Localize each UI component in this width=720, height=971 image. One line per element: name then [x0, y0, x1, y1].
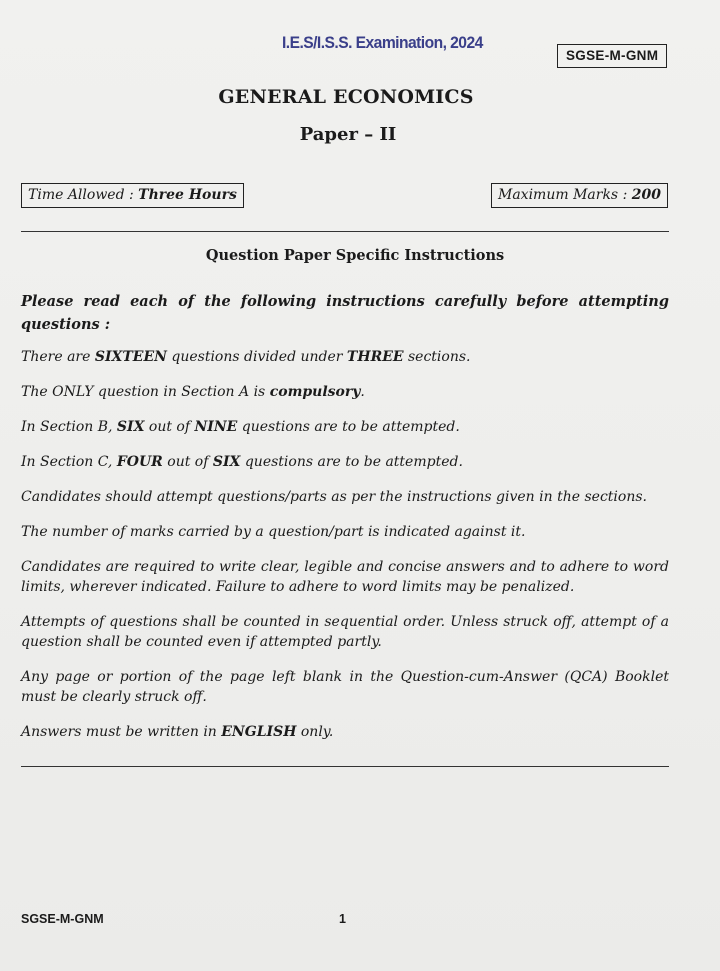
instruction-emphasis: SIX: [212, 454, 241, 470]
instruction-text: out of: [162, 454, 213, 470]
maximum-marks-value: 200: [631, 187, 661, 203]
subject-title: [0, 86, 720, 108]
footer-page-number: 1: [339, 912, 346, 926]
instruction-text: Candidates should attempt questions/parts as per the instructions given in the sections.: [21, 489, 647, 505]
instruction-item: [21, 722, 669, 742]
instruction-item: [21, 487, 669, 507]
subject-title-text: GENERAL ECONOMICS: [218, 86, 474, 108]
instruction-item: [21, 382, 669, 402]
instruction-emphasis: FOUR: [116, 454, 163, 470]
instructions-lead: Please read each of the following instructions carefully before attempting questions :: [21, 293, 669, 333]
instruction-item: [21, 667, 669, 707]
instruction-text: There are: [21, 349, 95, 365]
time-allowed-value: Three Hours: [138, 187, 237, 203]
instruction-emphasis: NINE: [194, 419, 238, 435]
divider-top: [21, 231, 669, 232]
instruction-text: .: [360, 384, 365, 400]
instruction-emphasis: ENGLISH: [221, 724, 297, 740]
instruction-text: The number of marks carried by a question/part is indicated against it.: [21, 524, 526, 540]
instruction-text: questions divided under: [166, 349, 347, 365]
instruction-item: [21, 452, 669, 472]
paper-title-text: Paper – II: [299, 124, 397, 145]
instruction-item: [21, 557, 669, 597]
instruction-text: Answers must be written in: [21, 724, 222, 740]
instruction-text: In Section B,: [21, 419, 117, 435]
paper-title: [0, 124, 720, 145]
instruction-emphasis: compulsory: [269, 384, 361, 400]
instruction-emphasis: SIX: [116, 419, 145, 435]
maximum-marks-label: Maximum Marks :: [498, 187, 632, 203]
instruction-emphasis: THREE: [346, 349, 404, 365]
instruction-text: Attempts of questions shall be counted in sequential order. Unless struck off, attempt of a question shall be counted even if attempted partly.: [21, 614, 669, 650]
instruction-text: out of: [144, 419, 195, 435]
time-allowed-box: [21, 183, 244, 208]
instruction-text: The ONLY question in Section A is: [21, 384, 270, 400]
maximum-marks-box: [491, 183, 668, 208]
instruction-item: [21, 417, 669, 437]
instructions-heading-text: Question Paper Specific Instructions: [205, 247, 505, 264]
instruction-text: Any page or portion of the page left blank in the Question-cum-Answer (QCA) Booklet must be clearly struck off.: [21, 669, 669, 705]
instruction-text: Candidates are required to write clear, legible and concise answers and to adhere to word limits, wherever indicated. Failure to adhere to word limits may be penalized.: [21, 559, 669, 595]
footer-paper-code: SGSE-M-GNM: [21, 912, 104, 926]
instruction-item: [21, 522, 669, 542]
instruction-item: [21, 612, 669, 652]
instruction-text: questions are to be attempted.: [240, 454, 463, 470]
paper-code-box: SGSE-M-GNM: [557, 44, 667, 68]
instruction-text: only.: [296, 724, 334, 740]
instruction-item: [21, 347, 669, 367]
instruction-text: questions are to be attempted.: [237, 419, 460, 435]
exam-title-stamp: I.E.S/I.S.S. Examination, 2024: [282, 33, 483, 52]
instruction-emphasis: SIXTEEN: [94, 349, 167, 365]
time-allowed-label: Time Allowed :: [28, 187, 139, 203]
instruction-text: sections.: [403, 349, 471, 365]
divider-bottom: [21, 766, 669, 767]
instructions-heading: [0, 247, 720, 264]
instruction-text: In Section C,: [21, 454, 117, 470]
instructions-list: [21, 347, 669, 757]
